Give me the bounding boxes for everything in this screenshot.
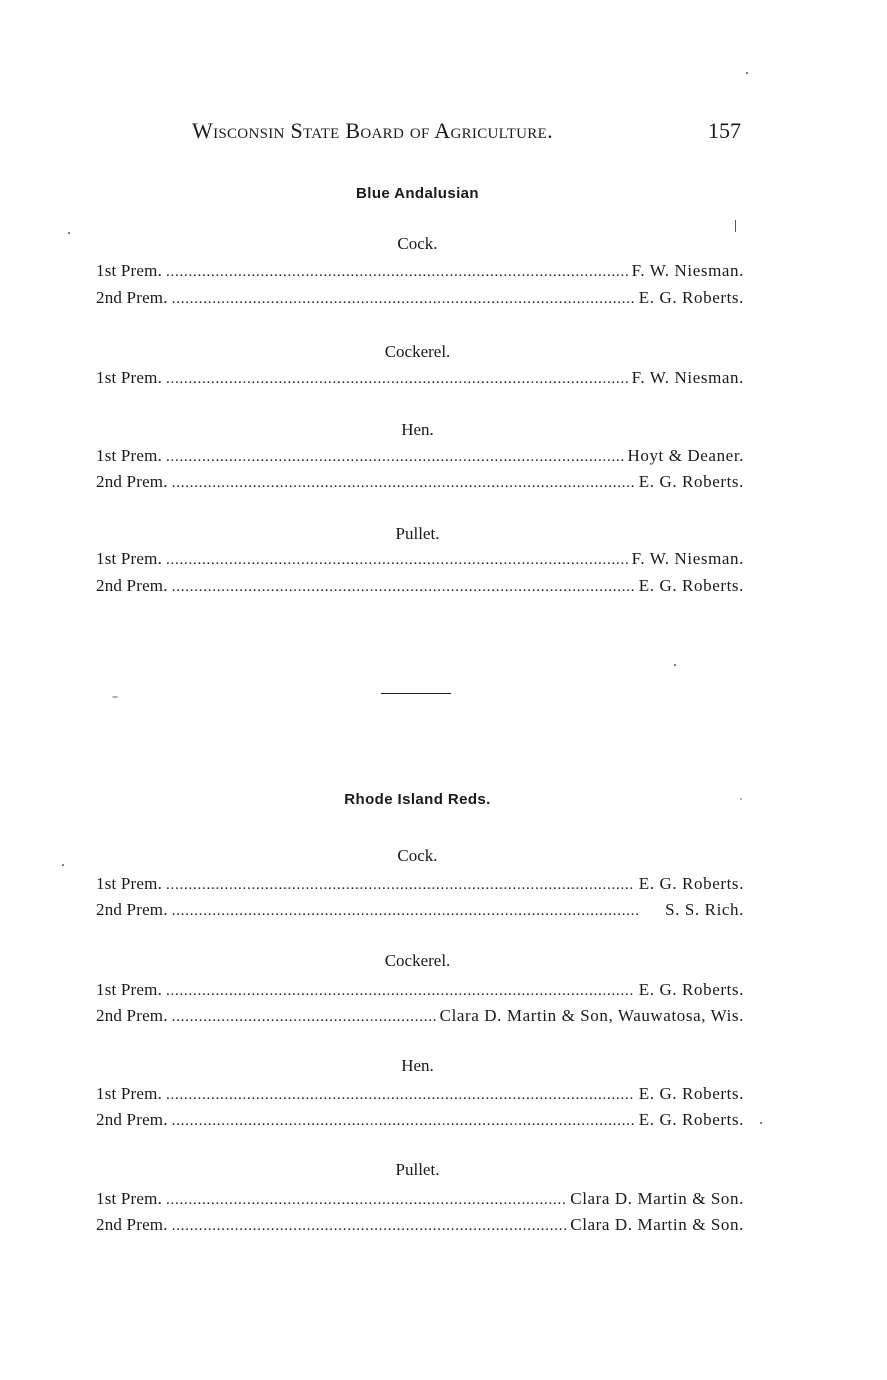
dot-leader <box>172 1110 636 1132</box>
dot-leader <box>166 1189 567 1211</box>
dot-leader <box>172 1006 437 1028</box>
winner-name: E. G. Roberts. <box>638 980 744 999</box>
premium-label: 1st Prem. <box>96 368 163 387</box>
class-heading: Pullet. <box>395 524 440 543</box>
winner-name: F. W. Niesman. <box>631 368 744 387</box>
premium-label: 1st Prem. <box>96 980 163 999</box>
dot-leader <box>172 576 636 598</box>
dot-leader <box>172 1215 568 1237</box>
scan-speck <box>674 664 676 666</box>
dot-leader <box>166 874 636 896</box>
dot-leader <box>166 446 624 468</box>
class-heading: Cockerel. <box>384 342 451 361</box>
premium-label: 1st Prem. <box>96 874 163 893</box>
premium-label: 2nd Prem. <box>96 288 168 307</box>
winner-name: E. G. Roberts. <box>638 1110 744 1129</box>
award-row <box>96 979 744 1001</box>
award-row <box>96 287 744 309</box>
dot-leader <box>166 368 629 390</box>
dot-leader <box>172 288 636 310</box>
class-heading: Cockerel. <box>384 951 451 970</box>
scan-speck <box>112 696 118 698</box>
winner-name: Hoyt & Deaner. <box>627 446 744 465</box>
winner-name: S. S. Rich. <box>665 900 744 919</box>
premium-label: 1st Prem. <box>96 1084 163 1103</box>
winner-name: F. W. Niesman. <box>631 549 744 568</box>
page-number: 157 <box>708 118 741 143</box>
premium-label: 1st Prem. <box>96 446 163 465</box>
scan-speck <box>62 864 64 866</box>
award-row <box>96 548 744 570</box>
scan-speck <box>735 220 736 232</box>
premium-label: 2nd Prem. <box>96 1006 168 1025</box>
winner-name: Clara D. Martin & Son. <box>570 1189 744 1208</box>
class-heading: Pullet. <box>395 1160 440 1179</box>
premium-label: 2nd Prem. <box>96 472 168 491</box>
winner-name: F. W. Niesman. <box>631 261 744 280</box>
winner-name: E. G. Roberts. <box>638 576 744 595</box>
winner-name: E. G. Roberts. <box>638 1084 744 1103</box>
dot-leader <box>166 1084 636 1106</box>
premium-label: 2nd Prem. <box>96 1110 168 1129</box>
winner-name: Clara D. Martin & Son. <box>570 1215 744 1234</box>
award-row <box>96 471 744 493</box>
scan-speck <box>760 1122 762 1124</box>
class-heading: Cock. <box>397 234 438 253</box>
award-row <box>96 899 744 921</box>
breed-heading: Rhode Island Reds. <box>344 791 491 808</box>
scan-speck <box>740 798 742 800</box>
award-row <box>96 575 744 597</box>
premium-label: 2nd Prem. <box>96 900 168 919</box>
award-row <box>96 1083 744 1105</box>
winner-name: E. G. Roberts. <box>638 288 744 307</box>
award-row <box>96 1214 744 1236</box>
premium-label: 2nd Prem. <box>96 576 168 595</box>
scan-speck <box>746 72 748 74</box>
scan-speck <box>68 232 70 234</box>
award-row <box>96 1188 744 1210</box>
section-divider <box>381 693 451 694</box>
running-head <box>0 118 887 152</box>
award-row <box>96 873 744 895</box>
premium-label: 1st Prem. <box>96 549 163 568</box>
class-heading: Hen. <box>401 420 434 439</box>
award-row <box>96 1109 744 1131</box>
dot-leader <box>166 549 629 571</box>
award-row <box>96 445 744 467</box>
winner-name: E. G. Roberts. <box>638 874 744 893</box>
premium-label: 1st Prem. <box>96 261 163 280</box>
award-row <box>96 367 744 389</box>
dot-leader <box>172 900 662 922</box>
winner-name: E. G. Roberts. <box>638 472 744 491</box>
class-heading: Hen. <box>401 1056 434 1075</box>
dot-leader <box>166 261 629 283</box>
premium-label: 1st Prem. <box>96 1189 163 1208</box>
breed-heading: Blue Andalusian <box>356 185 479 202</box>
class-heading: Cock. <box>397 846 438 865</box>
premium-label: 2nd Prem. <box>96 1215 168 1234</box>
award-row <box>96 260 744 282</box>
dot-leader <box>172 472 636 494</box>
award-row <box>96 1005 744 1027</box>
winner-name: Clara D. Martin & Son, Wauwatosa, Wis. <box>439 1006 744 1025</box>
running-title: Wisconsin State Board of Agriculture. <box>192 118 553 143</box>
dot-leader <box>166 980 636 1002</box>
